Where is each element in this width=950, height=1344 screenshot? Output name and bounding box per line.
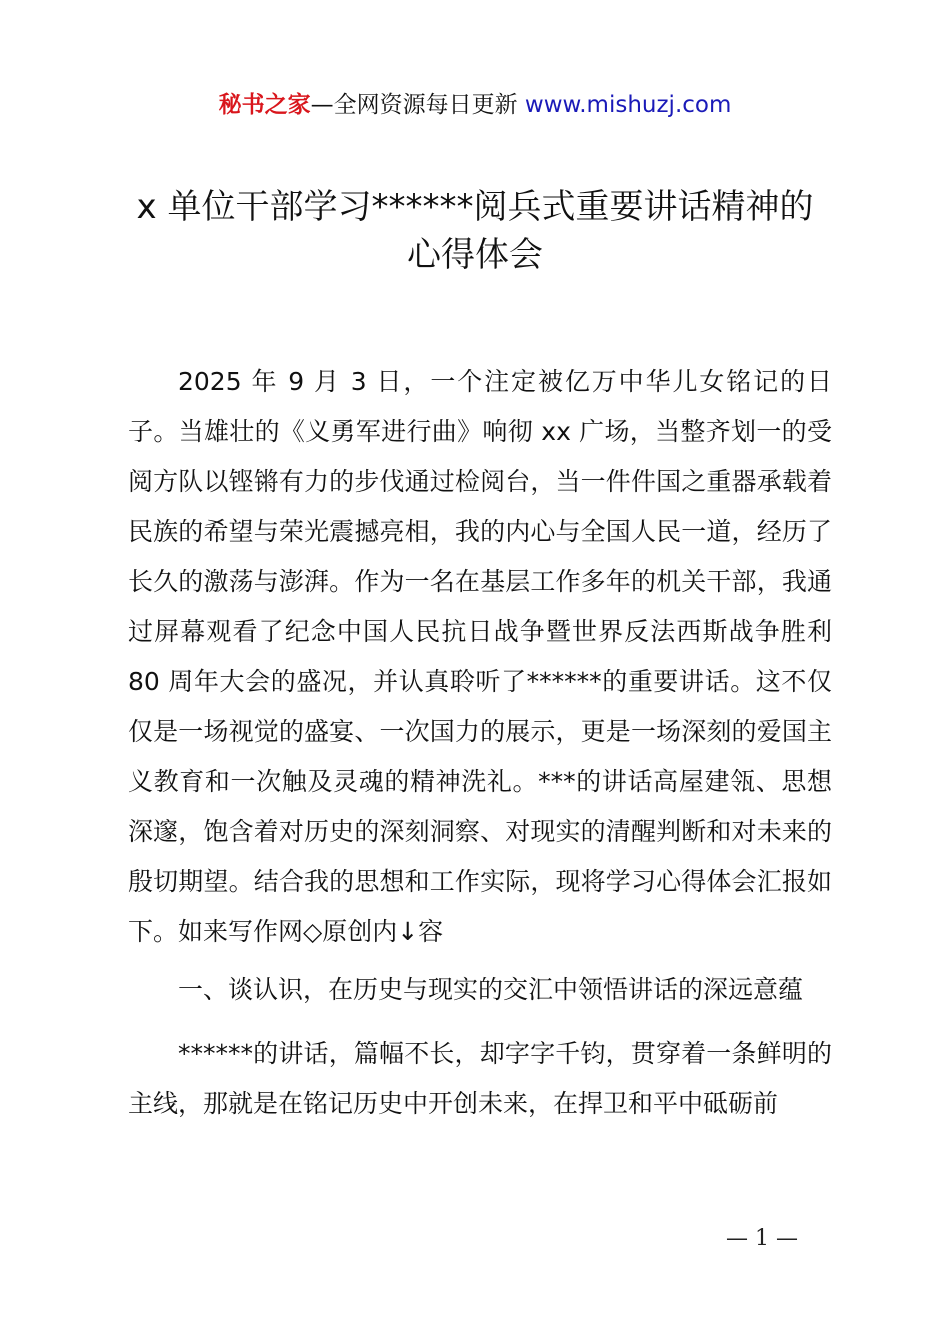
section-heading-1: 一、谈认识，在历史与现实的交汇中领悟讲话的深远意蕴 bbox=[178, 975, 804, 1004]
title-line-2: 心得体会 bbox=[407, 235, 543, 275]
brand-name: 秘书之家 bbox=[218, 92, 311, 118]
header-tagline: —全网资源每日更新 bbox=[310, 92, 525, 118]
site-header bbox=[0, 88, 950, 122]
body-paragraph-2: ******的讲话，篇幅不长，却字字千钧，贯穿着一条鲜明的主线，那就是在铭记历史中开创未来，在捍卫和平中砥砺前 bbox=[128, 1039, 832, 1118]
body-paragraph-1: 2025 年 9 月 3 日，一个注定被亿万中华儿女铭记的日子。当雄壮的《义勇军进行曲》响彻 xx 广场，当整齐划一的受阅方队以铿锵有力的步伐通过检阅台，当一件件国之重器承载着民族的希望与荣光震撼亮相，我的内心与全国人民一道，经历了长久的激荡与澎湃。作为一名在基层工作多年的机关干部，我通过屏幕观看了纪念中国人民抗日战争暨世界反法西斯战争胜利 80 周年大会的盛况，并认真聆听了******的重要讲话。这不仅仅是一场视觉的盛宴、一次国力的展示，更是一场深刻的爱国主义教育和一次触及灵魂的精神洗礼。***的讲话高屋建瓴、思想深邃，饱含着对历史的深刻洞察、对现实的清醒判断和对未来的殷切期望。结合我的思想和工作实际，现将学习心得体会汇报如下。如来写作网◇原创内↓容 bbox=[128, 367, 832, 946]
document-title bbox=[60, 183, 890, 279]
page-number: — 1 — bbox=[726, 1226, 798, 1251]
title-line-1: x 单位干部学习******阅兵式重要讲话精神的 bbox=[136, 187, 814, 227]
site-url-link[interactable]: www.mishuzj.com bbox=[524, 92, 732, 118]
